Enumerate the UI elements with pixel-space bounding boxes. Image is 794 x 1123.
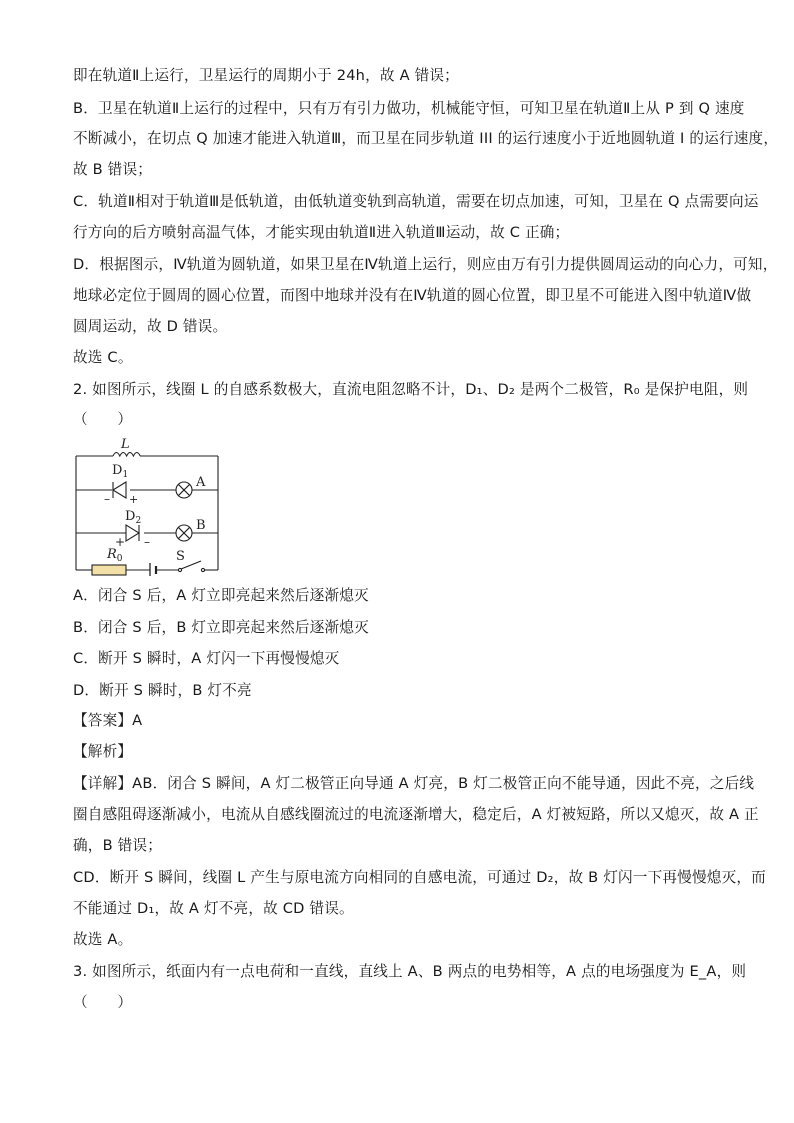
text-line: 不断减小，在切点 Q 加速才能进入轨道Ⅲ，而卫星在同步轨道 III 的运行速度小于近地圆轨道 I 的运行速度， bbox=[73, 130, 779, 147]
question-2-bracket: （ ） bbox=[73, 411, 133, 428]
text-line: D．根据图示，Ⅳ轨道为圆轨道，如果卫星在Ⅳ轨道上运行，则应由万有引力提供圆周运动的向心力，可知， bbox=[73, 256, 778, 273]
detail-line: CD．断开 S 瞬间，线圈 L 产生与原电流方向相同的自感电流，可通过 D₂，故 B 灯闪一下再慢慢熄灭，而 bbox=[73, 869, 766, 886]
label-minus-1: – bbox=[104, 492, 110, 506]
inductor-coil bbox=[113, 453, 140, 457]
label-plus-2: + bbox=[115, 535, 126, 549]
analysis-label: 【解析】 bbox=[73, 743, 133, 760]
label-lamp-a: A bbox=[196, 475, 206, 490]
option-a: A．闭合 S 后，A 灯立即亮起来然后逐渐熄灭 bbox=[73, 587, 369, 604]
text-line: 即在轨道Ⅱ上运行，卫星运行的周期小于 24h，故 A 错误； bbox=[73, 67, 459, 84]
question-2-stem: 2. 如图所示，线圈 L 的自感系数极大，直流电阻忽略不计，D₁、D₂ 是两个二极管，R₀ 是保护电阻，则 bbox=[73, 381, 749, 398]
text-line: C．轨道Ⅱ相对于轨道Ⅲ是低轨道，由低轨道变轨到高轨道，需要在切点加速，可知，卫星在 Q 点需要向运 bbox=[73, 193, 759, 210]
question-3-bracket: （ ） bbox=[73, 994, 133, 1011]
text-line: 行方向的后方喷射高温气体，才能实现由轨道Ⅱ进入轨道Ⅲ运动，故 C 正确； bbox=[73, 224, 570, 241]
option-b: B．闭合 S 后，B 灯立即亮起来然后逐渐熄灭 bbox=[73, 619, 369, 636]
question-3-stem: 3. 如图所示，纸面内有一点电荷和一直线，直线上 A、B 两点的电势相等，A 点的电场强度为 E_A，则 bbox=[73, 963, 747, 980]
text-line: 故选 C。 bbox=[73, 349, 133, 366]
label-plus-1: + bbox=[129, 493, 139, 506]
text-line: 故 B 错误； bbox=[73, 161, 153, 178]
label-d1: $D_1$ bbox=[112, 463, 129, 480]
option-d: D．断开 S 瞬时，B 灯不亮 bbox=[73, 682, 252, 699]
text-line: 地球必定位于圆周的圆心位置，而图中地球并没有在Ⅳ轨道的圆心位置，即卫星不可能进入图中轨道Ⅳ做 bbox=[73, 287, 752, 304]
text-line: B．卫星在轨道Ⅱ上运行的过程中，只有万有引力做功，机械能守恒，可知卫星在轨道Ⅱ上从 P 到 Q 速度 bbox=[73, 100, 745, 117]
detail-line: 故选 A。 bbox=[73, 931, 133, 948]
label-lamp-b: B bbox=[196, 518, 206, 533]
label-r0: $R_0$ bbox=[107, 547, 123, 564]
circuit-diagram bbox=[68, 436, 228, 576]
label-d2: $D_2$ bbox=[125, 509, 142, 526]
label-minus-2: – bbox=[144, 535, 150, 549]
option-c: C．断开 S 瞬时，A 灯闪一下再慢慢熄灭 bbox=[73, 650, 340, 667]
detail-line: 圈自感阻碍逐渐减小，电流从自感线圈流过的电流逐渐增大，稳定后，A 灯被短路，所以又熄灭，故 A 正 bbox=[73, 806, 759, 823]
detail-line: 【详解】AB．闭合 S 瞬间，A 灯二极管正向导通 A 灯亮，B 灯二极管正向不能导通，因此不亮，之后线 bbox=[73, 775, 755, 792]
label-l: L bbox=[121, 437, 130, 452]
detail-line: 确，B 错误； bbox=[73, 837, 163, 854]
label-switch-s: S bbox=[176, 549, 185, 564]
resistor-r0 bbox=[92, 565, 126, 575]
detail-line: 不能通过 D₁，故 A 灯不亮，故 CD 错误。 bbox=[73, 900, 354, 917]
answer-line: 【答案】A bbox=[73, 712, 143, 729]
text-line: 圆周运动，故 D 错误。 bbox=[73, 318, 228, 335]
